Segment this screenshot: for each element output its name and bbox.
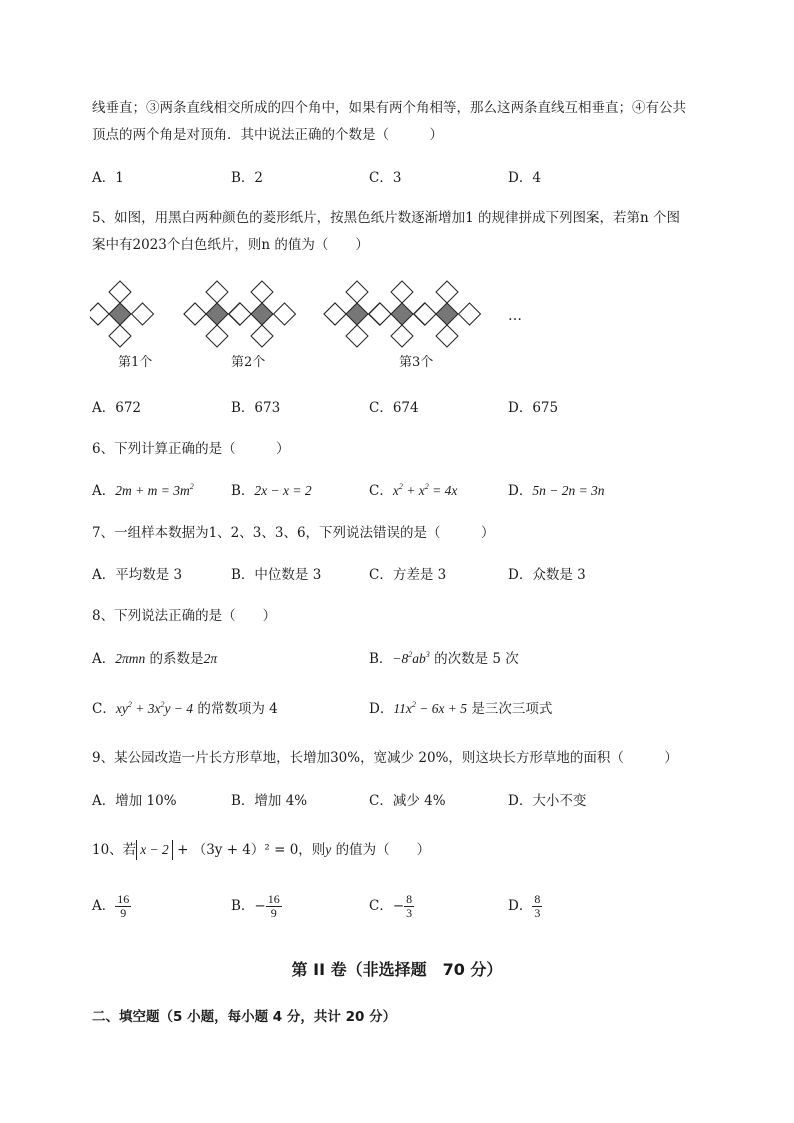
q8-option-a: A．2πmn 的系数是2π xyxy=(92,651,218,667)
q4-option-c: C．3 xyxy=(369,170,402,186)
q7-option-c: C．方差是 3 xyxy=(369,567,447,583)
q9-option-c: C．减少 4% xyxy=(369,793,446,809)
white-rhombus xyxy=(391,325,413,347)
white-rhombus xyxy=(229,303,251,325)
white-rhombus xyxy=(274,303,296,325)
q10-stem: 10、若 x − 2 + （3y + 4）² = 0，则y 的值为（ ） xyxy=(92,842,431,858)
q9-option-b: B．增加 4% xyxy=(231,793,308,809)
white-rhombus xyxy=(436,325,458,347)
rhombus-pattern-figure xyxy=(90,280,530,352)
white-rhombus xyxy=(436,281,458,303)
q9-option-d: D．大小不变 xyxy=(508,793,587,809)
white-rhombus xyxy=(391,281,413,303)
q6-option-a: A．$2m + m = 3m^2$ xyxy=(92,482,194,499)
white-rhombus xyxy=(369,303,391,325)
q7-stem: 7、一组样本数据为1、2、3、3、6，下列说法错误的是（ ） xyxy=(92,525,495,541)
q8-option-d: D．$11x^2 - 6x + 5$ 是三次三项式 xyxy=(369,700,553,717)
q7-option-d: D．众数是 3 xyxy=(508,567,586,583)
q8-option-b: B．$-8^2ab^3$ 的次数是 5 次 xyxy=(369,650,519,667)
white-rhombus xyxy=(132,303,154,325)
white-rhombus xyxy=(459,303,481,325)
ellipsis: … xyxy=(508,308,522,324)
black-rhombus xyxy=(206,303,228,325)
q10-option-a: A． $\frac{16}{9}$ xyxy=(92,892,130,920)
black-rhombus xyxy=(109,303,131,325)
q6-option-b: B．2x − x = 2 xyxy=(231,483,312,499)
white-rhombus xyxy=(346,281,368,303)
q8-stem: 8、下列说法正确的是（ ） xyxy=(92,608,277,624)
white-rhombus xyxy=(251,325,273,347)
black-rhombus xyxy=(391,303,413,325)
section-heading: 第 II 卷（非选择题 70 分） xyxy=(291,960,503,979)
caption-pattern-2: 第2个 xyxy=(231,355,266,370)
q10-option-c: C．− $\frac{8}{3}$ xyxy=(369,892,413,920)
white-rhombus xyxy=(109,325,131,347)
q4-option-a: A．1 xyxy=(92,170,124,186)
white-rhombus xyxy=(184,303,206,325)
q7-option-a: A．平均数是 3 xyxy=(92,567,183,583)
fraction: $\frac{8}{3}$ xyxy=(406,892,413,920)
q4-option-b: B．2 xyxy=(231,170,264,186)
q6-option-c: C．$x^2 + x^2 = 4x$ xyxy=(369,482,458,499)
q10-option-b: B．− $\frac{16}{9}$ xyxy=(231,892,280,920)
fraction: $\frac{16}{9}$ xyxy=(117,892,130,920)
q5-option-c: C．674 xyxy=(369,400,419,416)
q5-line1: 5、如图，用黑白两种颜色的菱形纸片，按黑色纸片数逐渐增加1 的规律拼成下列图案，若第n 个图 xyxy=(92,210,680,226)
white-rhombus xyxy=(251,281,273,303)
white-rhombus xyxy=(346,325,368,347)
q8-option-c: C．$xy^2 + 3x^2y - 4$ 的常数项为 4 xyxy=(92,700,278,717)
q5-option-d: D．675 xyxy=(508,400,559,416)
white-rhombus xyxy=(90,303,109,325)
q9-option-a: A．增加 10% xyxy=(92,793,177,809)
black-rhombus xyxy=(251,303,273,325)
black-rhombus xyxy=(436,303,458,325)
q5-line2: 案中有2023个白色纸片，则n 的值为（ ） xyxy=(92,237,369,253)
q10-option-d: D． $\frac{8}{3}$ xyxy=(508,892,541,920)
q6-stem: 6、下列计算正确的是（ ） xyxy=(92,441,290,457)
q9-stem: 9、某公园改造一片长方形草地，长增加30%，宽减少 20%，则这块长方形草地的面积（ ） xyxy=(92,750,678,766)
fraction: $\frac{8}{3}$ xyxy=(534,892,541,920)
q4-option-d: D．4 xyxy=(508,170,541,186)
q5-option-b: B．673 xyxy=(231,400,281,416)
black-rhombus xyxy=(346,303,368,325)
q4-line2: 顶点的两个角是对顶角．其中说法正确的个数是（ ） xyxy=(92,127,443,143)
fraction: $\frac{16}{9}$ xyxy=(267,892,280,920)
section-subheading: 二、填空题（5 小题，每小题 4 分，共计 20 分） xyxy=(92,1009,397,1025)
caption-pattern-1: 第1个 xyxy=(118,355,153,370)
white-rhombus xyxy=(109,281,131,303)
q6-option-d: D．5n − 2n = 3n xyxy=(508,483,605,499)
caption-pattern-3: 第3个 xyxy=(399,355,434,370)
q7-option-b: B．中位数是 3 xyxy=(231,567,322,583)
white-rhombus xyxy=(206,325,228,347)
q4-line1: 线垂直；③两条直线相交所成的四个角中，如果有两个角相等，那么这两条直线互相垂直；④有公共 xyxy=(92,100,686,116)
q5-option-a: A．672 xyxy=(92,400,142,416)
absolute-value: x − 2 xyxy=(136,840,173,860)
white-rhombus xyxy=(324,303,346,325)
white-rhombus xyxy=(414,303,436,325)
white-rhombus xyxy=(206,281,228,303)
